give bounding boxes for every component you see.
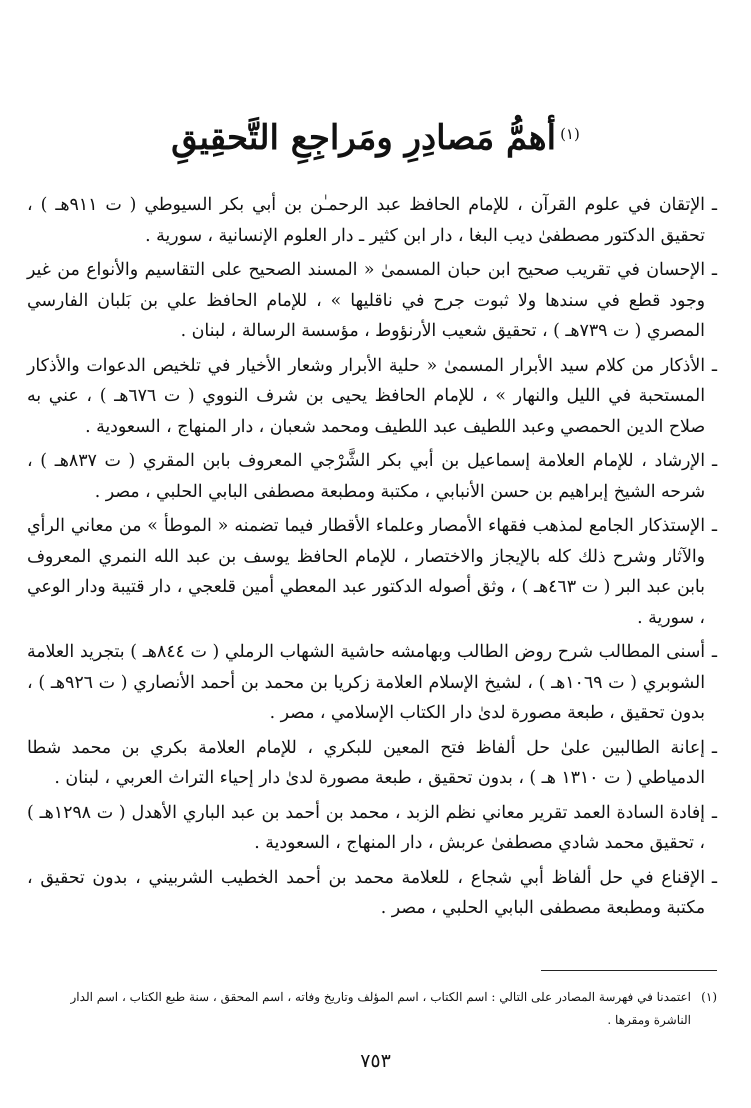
reference-entry-6: ـأسنى المطالب شرح روض الطالب وبهامشه حاشية الشهاب الرملي ( ت ٨٤٤هـ ) بتجريد العلامة الشوبري ( ت ١٠٦٩هـ ) ، لشيخ الإسلام العلامة زكريا بن محمد بن أحمد الأنصاري ( ت ٩٢٦هـ ) ، بدون تحقيق ، طبعة مصورة لدىٰ دار الكتاب الإسلامي ، مصر . [27,642,717,723]
reference-entry-3: ـالأذكار من كلام سيد الأبرار المسمىٰ « حلية الأبرار وشعار الأخيار في تلخيص الدعوات والأذكار المستحبة في الليل والنهار » ، للإمام الحافظ يحيى بن شرف النووي ( ت ٦٧٦هـ ) ، عني به صلاح الدين الحمصي وعبد اللطيف عبد اللطيف ومحمد شعبان ، دار المنهاج ، السعودية . [27,355,717,437]
title-text: أهمُّ مَصادِرِ ومَراجِعِ التَّحقِيقِ [171,118,557,158]
footnote-text-line2: الناشرة ومقرها . [607,1013,691,1027]
reference-entry-4: ـالإرشاد ، للإمام العلامة إسماعيل بن أبي بكر الشَّرْجي المعروف بابن المقري ( ت ٨٣٧هـ ) ، شرحه الشيخ إبراهيم بن حسن الأنبابي ، مكتبة ومطبعة مصطفى البابي الحلبي ، مصر . [27,451,718,502]
footnote-number: (١) [701,990,717,1004]
reference-entry-1: ـالإتقان في علوم القرآن ، للإمام الحافظ عبد الرحمـٰن بن أبي بكر السيوطي ( ت ٩١١هـ ) ، تحقيق الدكتور مصطفىٰ ديب البغا ، دار ابن كثير ـ دار العلوم الإنسانية ، سورية . [27,195,717,246]
footnote-divider [541,970,717,971]
page-number: ٧٥٣ [360,1050,391,1072]
reference-entry-9: ـالإقناع في حل ألفاظ أبي شجاع ، للعلامة محمد بن أحمد الخطيب الشربيني ، بدون تحقيق ، مكتبة ومطبعة مصطفى البابي الحلبي ، مصر . [27,867,717,918]
title-footnote-marker: (١) [560,125,580,143]
reference-entry-8: ـإفادة السادة العمد تقرير معاني نظم الزبد ، محمد بن أحمد بن عبد الباري الأهدل ( ت ١٢٩٨هـ ) ، تحقيق محمد شادي مصطفىٰ عربش ، دار المنهاج ، السعودية . [27,802,717,853]
reference-entry-5: ـالإستذكار الجامع لمذهب فقهاء الأمصار وعلماء الأقطار فيما تضمنه « الموطأ » من معاني الرأي والآثار وشرح ذلك كله بالإيجاز والاختصار ، للإمام الحافظ يوسف بن عبد الله النمري المعروف بابن عبد البر ( ت ٤٦٣هـ ) ، وثق أصوله الدكتور عبد المعطي أمين قلعجي ، دار قتيبة ودار الوعي ، سورية . [27,516,717,628]
footnote-text-line1: اعتمدنا في فهرسة المصادر على التالي : اسم الكتاب ، اسم المؤلف وتاريخ وفاته ، اسم المحقق ، سنة طبع الكتاب ، اسم الدار [70,990,691,1004]
page-title [0,108,751,168]
footnote [27,986,717,1032]
reference-entry-2: ـالإحسان في تقريب صحيح ابن حبان المسمىٰ « المسند الصحيح على التقاسيم والأنواع من غير وجود قطع في سندها ولا ثبوت جرح في ناقليها » ، للإمام الحافظ علي بن بَلبان الفارسي المصري ( ت ٧٣٩هـ ) ، تحقيق شعيب الأرنؤوط ، مؤسسة الرسالة ، لبنان . [27,260,717,341]
references-list [27,190,717,928]
reference-entry-7: ـإعانة الطالبين علىٰ حل ألفاظ فتح المعين للبكري ، للإمام العلامة بكري بن محمد شطا الدمياطي ( ت ١٣١٠ هـ ) ، بدون تحقيق ، طبعة مصورة لدىٰ دار إحياء التراث العربي ، لبنان . [27,737,717,788]
